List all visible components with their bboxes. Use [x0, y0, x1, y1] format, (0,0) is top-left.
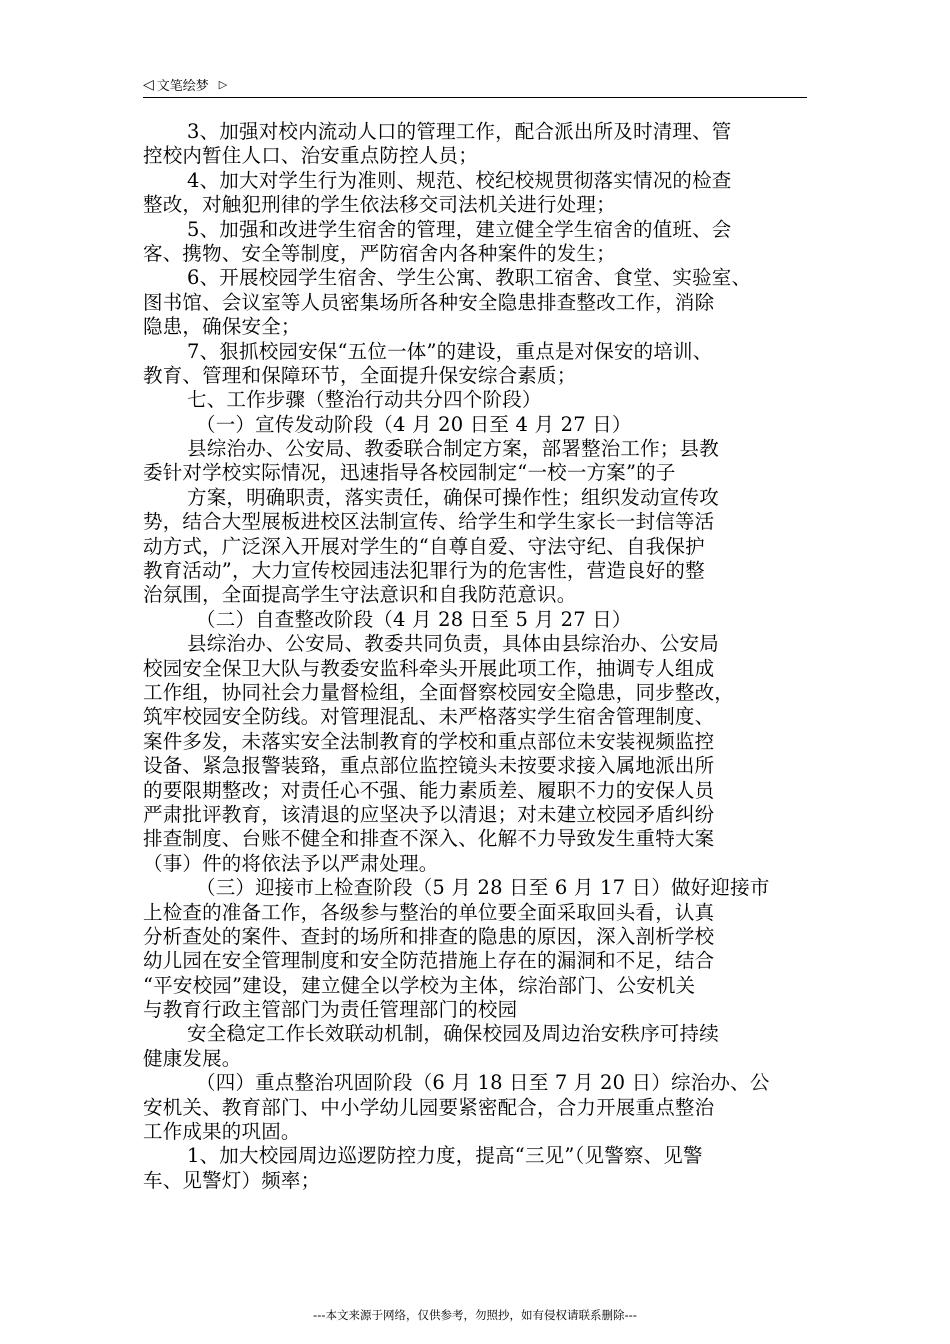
- text-line: 教育活动”，大力宣传校园违法犯罪行为的危害性，营造良好的整: [143, 559, 705, 583]
- text-line: 治氛围，全面提高学生守法意识和自我防范意识。: [143, 583, 577, 607]
- text-line: 客、携物、安全等制度，严防宿舍内各种案件的发生；: [143, 241, 616, 265]
- left-triangle-icon: ◁: [143, 76, 154, 93]
- text-line: 教育、管理和保障环节，全面提升保安综合素质；: [143, 363, 577, 387]
- text-line: 整改，对触犯刑律的学生依法移交司法机关进行处理；: [143, 193, 616, 217]
- text-line: 的要限期整改；对责任心不强、能力素质差、履职不力的安保人员: [143, 778, 715, 802]
- text-line: 安机关、教育部门、中小学幼儿园要紧密配合，合力开展重点整治: [143, 1095, 715, 1119]
- text-line: 工作成果的巩固。: [143, 1120, 301, 1144]
- text-line: 严肃批评教育，该清退的应坚决予以清退；对未建立校园矛盾纠纷: [143, 802, 715, 826]
- text-line: 势，结合大型展板进校区法制宣传、给学生和学生家长一封信等活: [143, 510, 715, 534]
- text-line: “平安校园”建设，建立健全以学校为主体，综治部门、公安机关: [143, 973, 696, 997]
- text-line: 图书馆、会议室等人员密集场所各种安全隐患排查整改工作，消除: [143, 290, 715, 314]
- text-line: （三）迎接市上检查阶段（5 月 28 日至 6 月 17 日）做好迎接市: [196, 876, 770, 900]
- text-line: 工作组，协同社会力量督检组，全面督察校园安全隐患，同步整改，: [143, 680, 735, 704]
- text-line: 分析查处的案件、查封的场所和排查的隐患的原因，深入剖析学校: [143, 924, 715, 948]
- page-header: [143, 75, 807, 97]
- header-title: 文笔绘梦: [156, 79, 209, 94]
- text-line: 幼儿园在安全管理制度和安全防范措施上存在的漏洞和不足，结合: [143, 949, 715, 973]
- text-line: 4、加大对学生行为准则、规范、校纪校规贯彻落实情况的检查: [187, 168, 732, 192]
- text-line: 5、加强和改进学生宿舍的管理，建立健全学生宿舍的值班、会: [187, 217, 732, 241]
- text-line: 排查制度、台账不健全和排查不深入、化解不力导致发生重特大案: [143, 827, 715, 851]
- text-line: 县综治办、公安局、教委联合制定方案，部署整治工作；县教: [187, 437, 719, 461]
- text-line: 隐患，确保安全；: [143, 315, 301, 339]
- text-line: 7、狠抓校园安保“五位一体”的建设，重点是对保安的培训、: [187, 339, 713, 363]
- text-line: 案件多发，未落实安全法制教育的学校和重点部位未安装视频监控: [143, 729, 715, 753]
- text-line: 1、加大校园周边巡逻防控力度，提高“三见”（见警察、见警: [187, 1144, 703, 1168]
- text-line: 6、开展校园学生宿舍、学生公寓、教职工宿舍、食堂、实验室、: [187, 266, 752, 290]
- text-line: （事）件的将依法予以严肃处理。: [143, 851, 439, 875]
- text-line: 动方式，广泛深入开展对学生的“自尊自爱、守法守纪、自我保护: [143, 534, 705, 558]
- text-line: 筑牢校园安全防线。对管理混乱、未严格落实学生宿舍管理制度、: [143, 705, 715, 729]
- text-line: 安全稳定工作长效联动机制，确保校园及周边治安秩序可持续: [187, 1022, 719, 1046]
- text-line: 设备、紧急报警装臵，重点部位监控镜头未按要求接入属地派出所: [143, 754, 715, 778]
- text-line: 控校内暂住人口、治安重点防控人员；: [143, 144, 478, 168]
- text-line: 七、工作步骤（整治行动共分四个阶段）: [187, 388, 542, 412]
- page-footer: ---本文来源于网络，仅供参考，勿照抄，如有侵权请联系删除---: [313, 1308, 637, 1322]
- right-triangle-icon: ▷: [218, 78, 228, 91]
- text-line: （二）自查整改阶段（4 月 28 日至 5 月 27 日）: [196, 607, 632, 631]
- text-line: 健康发展。: [143, 1046, 242, 1070]
- text-line: 车、见警灯）频率；: [143, 1168, 321, 1192]
- header-logo: [143, 75, 807, 94]
- text-line: 委针对学校实际情况，迅速指导各校园制定“一校一方案”的子: [143, 461, 676, 485]
- text-line: 校园安全保卫大队与教委安监科牵头开展此项工作，抽调专人组成: [143, 656, 715, 680]
- text-line: 3、加强对校内流动人口的管理工作，配合派出所及时清理、管: [187, 120, 732, 143]
- text-line: （一）宣传发动阶段（4 月 20 日至 4 月 27 日）: [196, 412, 632, 436]
- text-line: 县综治办、公安局、教委共同负责，具体由县综治办、公安局: [187, 632, 719, 656]
- text-line: 上检查的准备工作，各级参与整治的单位要全面采取回头看，认真: [143, 900, 715, 924]
- header-divider: [143, 97, 807, 98]
- text-line: 与教育行政主管部门为责任管理部门的校园: [143, 998, 518, 1022]
- text-line: 方案，明确职责，落实责任，确保可操作性；组织发动宣传攻: [187, 485, 719, 509]
- text-line: （四）重点整治巩固阶段（6 月 18 日至 7 月 20 日）综治办、公: [196, 1071, 770, 1095]
- document-body: [143, 120, 807, 1193]
